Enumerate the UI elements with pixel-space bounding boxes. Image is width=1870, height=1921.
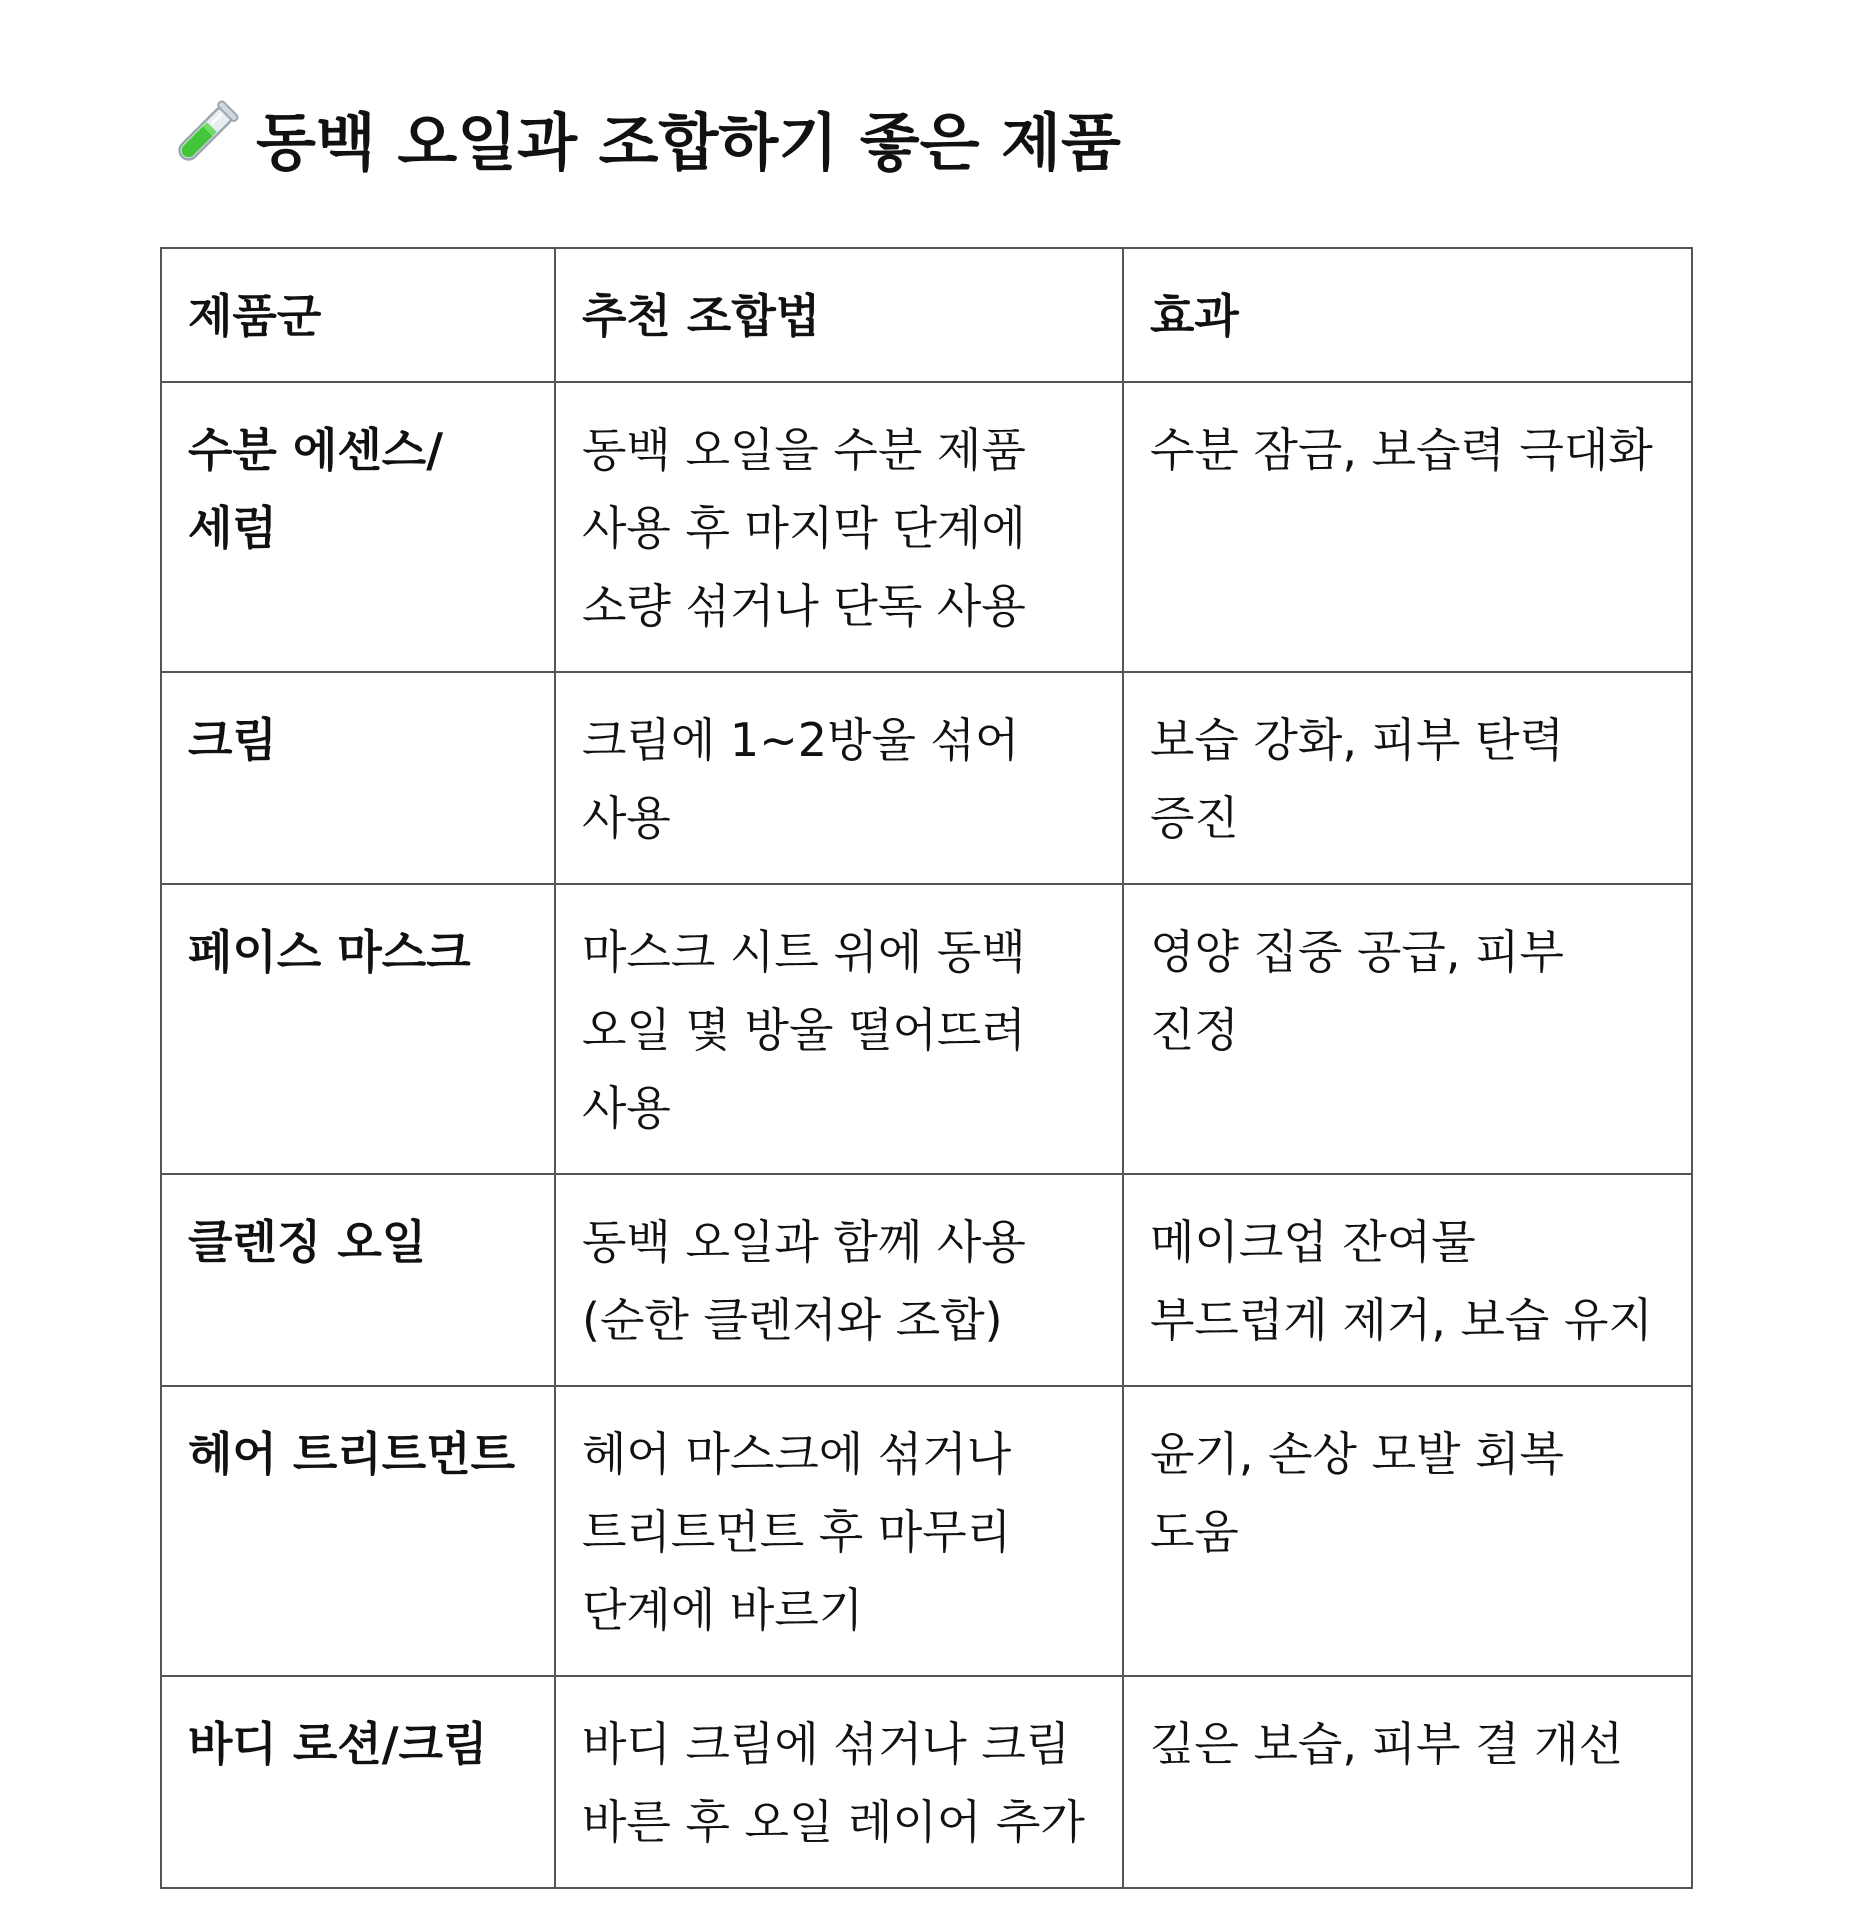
column-header-effect: 효과 bbox=[1123, 248, 1692, 382]
table-header-row bbox=[161, 248, 1692, 382]
effect-cell: 메이크업 잔여물 부드럽게 제거, 보습 유지 bbox=[1123, 1174, 1692, 1386]
effect-cell: 깊은 보습, 피부 결 개선 bbox=[1123, 1676, 1692, 1888]
method-cell: 크림에 1~2방울 섞어 사용 bbox=[555, 672, 1123, 884]
effect-cell: 보습 강화, 피부 탄력 증진 bbox=[1123, 672, 1692, 884]
section-heading bbox=[160, 92, 1121, 182]
method-cell: 바디 크림에 섞거나 크림 바른 후 오일 레이어 추가 bbox=[555, 1676, 1123, 1888]
test-tube-icon bbox=[160, 95, 244, 179]
effect-cell: 영양 집중 공급, 피부 진정 bbox=[1123, 884, 1692, 1174]
column-header-method: 추천 조합법 bbox=[555, 248, 1123, 382]
table-row bbox=[161, 1386, 1692, 1676]
effect-cell: 윤기, 손상 모발 회복 도움 bbox=[1123, 1386, 1692, 1676]
page-title: 동백 오일과 조합하기 좋은 제품 bbox=[256, 105, 1121, 179]
table-row bbox=[161, 884, 1692, 1174]
combination-table bbox=[160, 247, 1693, 1889]
method-cell: 헤어 마스크에 섞거나 트리트먼트 후 마무리 단계에 바르기 bbox=[555, 1386, 1123, 1676]
product-cell: 헤어 트리트먼트 bbox=[161, 1386, 555, 1676]
product-cell: 페이스 마스크 bbox=[161, 884, 555, 1174]
table-row bbox=[161, 672, 1692, 884]
effect-cell: 수분 잠금, 보습력 극대화 bbox=[1123, 382, 1692, 672]
method-cell: 마스크 시트 위에 동백 오일 몇 방울 떨어뜨려 사용 bbox=[555, 884, 1123, 1174]
method-cell: 동백 오일과 함께 사용 (순한 클렌저와 조합) bbox=[555, 1174, 1123, 1386]
product-cell: 크림 bbox=[161, 672, 555, 884]
product-cell: 클렌징 오일 bbox=[161, 1174, 555, 1386]
table-row bbox=[161, 1174, 1692, 1386]
product-cell: 수분 에센스/세럼 bbox=[161, 382, 555, 672]
method-cell: 동백 오일을 수분 제품 사용 후 마지막 단계에 소량 섞거나 단독 사용 bbox=[555, 382, 1123, 672]
column-header-product: 제품군 bbox=[161, 248, 555, 382]
product-cell: 바디 로션/크림 bbox=[161, 1676, 555, 1888]
table-row bbox=[161, 382, 1692, 672]
table-row bbox=[161, 1676, 1692, 1888]
